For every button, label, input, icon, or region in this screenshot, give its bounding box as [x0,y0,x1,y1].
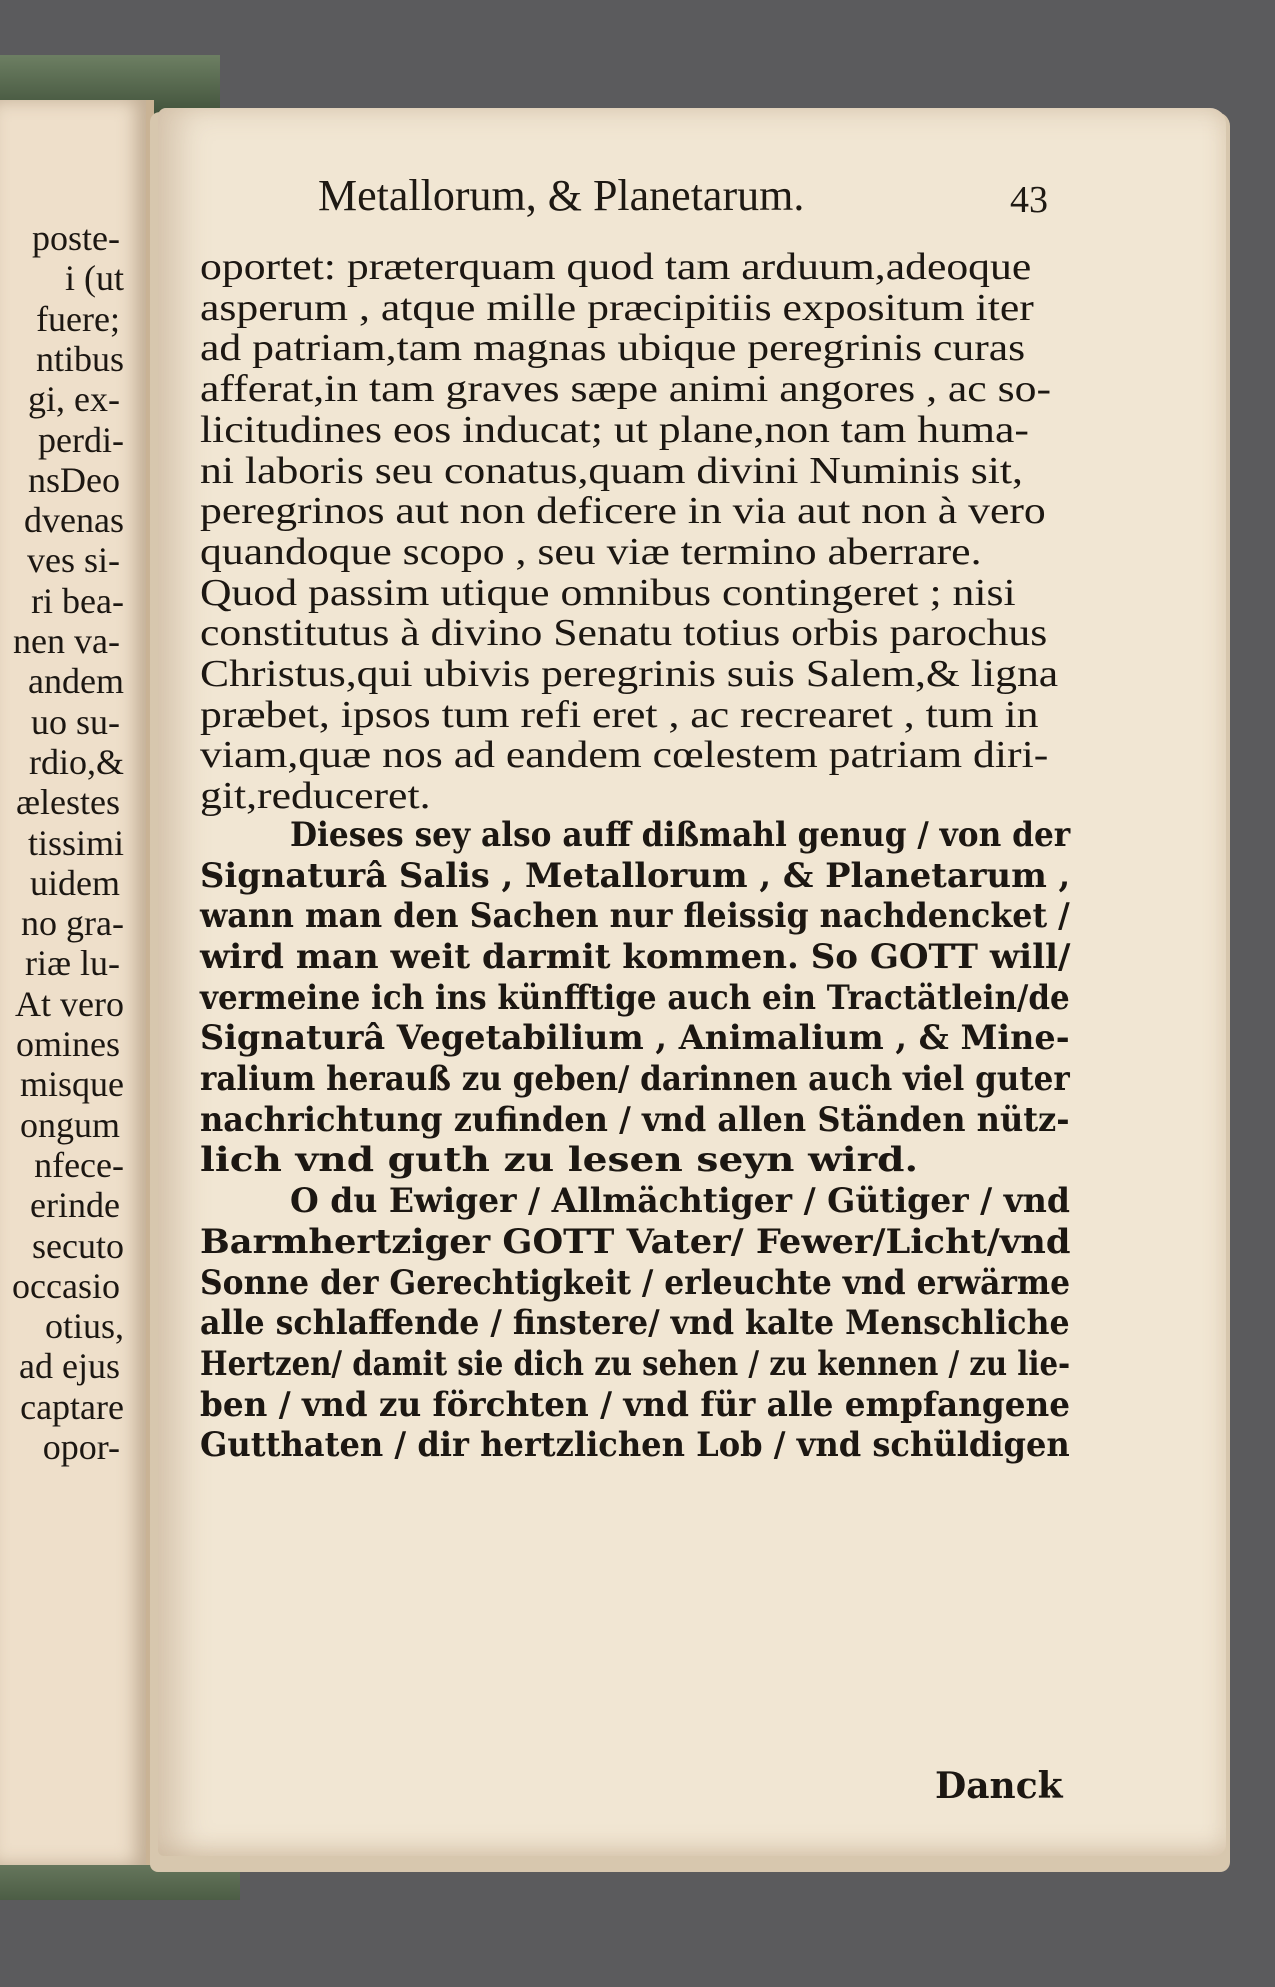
german-text-line: O du Ewiger / Allmächtiger / Gütiger / vnd [290,1181,1071,1222]
left-page-line: otius, [44,1306,124,1347]
german-text-line: nachrichtung zufinden / vnd allen Ständen nütz- [200,1099,1070,1140]
latin-text-line: git,reduceret. [200,775,431,818]
left-page-line: perdi- [38,419,124,460]
left-page-line: nsDeo [28,459,120,500]
latin-text-line: ni laboris seu conatus,quam divini Numinis sit, [200,449,1023,492]
german-text-line: alle schlaffende / finstere/ vnd kalte Menschliche [200,1303,1070,1344]
german-text-line: vermeine ich ins künfftige auch ein Tractätlein/de [200,977,1070,1018]
latin-text-line: Christus,qui ubivis peregrinis suis Salem,& ligna [200,653,1059,695]
left-page-line: At vero [15,983,124,1024]
latin-text-line: quandoque scopo , seu viæ termino aberrare. [200,530,982,573]
left-page-line: secuto [32,1225,124,1266]
left-page-line: ælestes [16,782,120,823]
latin-text-line: afferat,in tam graves sæpe animi angores , ac so- [200,368,1052,411]
running-title: Metallorum, & Planetarum. [318,171,805,220]
german-text-line: wann man den Sachen nur fleissig nachdencket / [200,896,1070,937]
german-text-line: wird man weit darmit kommen. So GOTT will/ [200,936,1071,977]
latin-text-line: licitudines eos inducat; ut plane,non tam huma- [200,408,1029,451]
left-page-line: omines [16,1024,120,1064]
latin-text-line: oportet: præterquam quod tam arduum,adeoque [200,246,1032,288]
left-page-line: gi, ex- [28,379,120,420]
latin-text-line: asperum , atque mille præcipitiis expositum iter [200,286,1034,329]
german-text-line: lich vnd guth zu lesen seyn wird. [200,1140,919,1181]
german-text-line: ben / vnd zu förchten / vnd für alle empfangene [200,1384,1070,1425]
left-page [0,100,146,1865]
german-text-line: Dieses sey also auff dißmahl genug / von der [290,814,1071,855]
left-page-line: ri bea- [31,580,124,621]
left-page-line: andem [28,661,124,702]
left-page-line: opor- [42,1427,120,1467]
left-page-line: misque [20,1064,124,1105]
left-page-line: no gra- [21,903,124,944]
german-text-line: Signaturâ Salis , Metallorum , & Planetarum , [200,855,1071,896]
left-page-line: ntibus [35,338,124,379]
left-page-line: occasio [12,1265,120,1306]
left-page-line: nen va- [13,621,120,661]
german-text-line: Barmhertziger GOTT Vater/ Fewer/Licht/vnd [200,1221,1071,1262]
left-page-line: i (ut [65,258,124,299]
left-page-line: rdio,& [29,741,124,782]
german-text-line: Gutthaten / dir hertzlichen Lob / vnd schüldigen [200,1425,1070,1466]
left-page-line: uo su- [31,701,120,742]
left-page-line: erinde [30,1185,120,1226]
german-text-line: Signaturâ Vegetabilium , Animalium , & Mine- [200,1018,1070,1059]
left-page-line: nfece- [34,1144,124,1185]
left-page-line: captare [20,1386,124,1427]
catchword: Danck [935,1765,1063,1807]
left-page-line: uidem [30,862,120,903]
page-number: 43 [1010,179,1048,221]
latin-text-line: Quod passim utique omnibus contingeret ; nisi [200,571,1016,614]
left-page-line: fuere; [36,298,120,339]
left-page-line: ongum [19,1104,120,1145]
left-page-line: ves si- [27,540,120,581]
latin-text-line: constitutus à divino Senatu totius orbis parochus [200,612,1048,655]
latin-text-line: præbet, ipsos tum refi eret , ac recrearet , tum in [200,693,1039,736]
left-page-line: tissimi [27,822,124,863]
german-text-line: Sonne der Gerechtigkeit / erleuchte vnd erwärme [200,1262,1071,1303]
latin-text-line: ad patriam,tam magnas ubique peregrinis curas [200,327,1026,370]
latin-text-line: viam,quæ nos ad eandem cœlestem patriam diri- [200,734,1049,777]
left-page-line: poste- [32,218,120,258]
german-text-line: Hertzen/ damit sie dich zu sehen / zu kennen / zu lie- [200,1343,1071,1384]
left-page-line: riæ lu- [25,943,120,984]
left-page-line: dvenas [24,500,124,541]
latin-text-line: peregrinos aut non deficere in via aut non à vero [200,490,1046,533]
german-text-line: ralium herauß zu geben/ darinnen auch viel guter [200,1059,1070,1099]
left-page-line: ad ejus [19,1346,120,1387]
